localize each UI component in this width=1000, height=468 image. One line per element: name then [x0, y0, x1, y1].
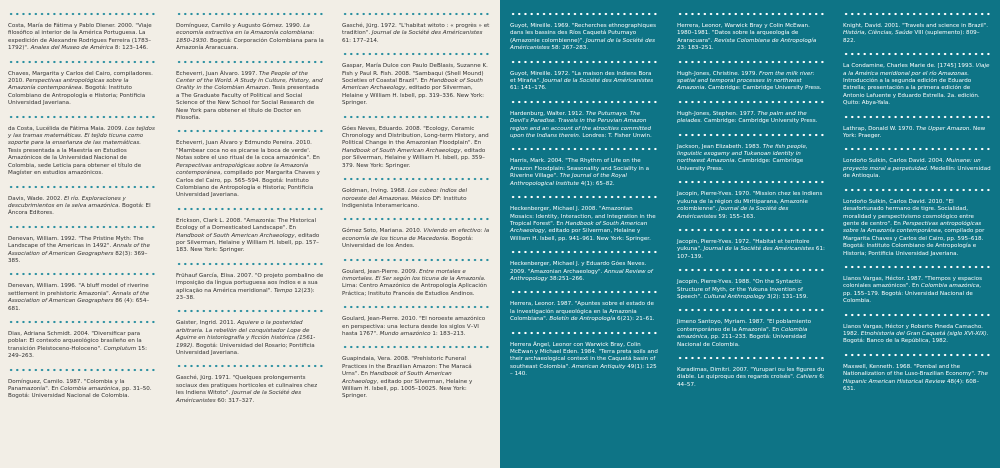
reference-text: [677, 191, 825, 221]
reference-segment: Bogotá: Corporación Colombiana para la Amazonía Araracuara.: [176, 37, 324, 52]
reference-text: [677, 144, 825, 174]
reference-text: [843, 158, 991, 180]
reference-segment: , pp. 155–179. Bogotá: Universidad Nacional de Colombia.: [843, 283, 981, 305]
reference-entry: [843, 113, 991, 141]
reference-title: Handbook of South American Archaeology: [176, 232, 295, 239]
reference-text: [843, 23, 991, 45]
reference-text: [510, 301, 658, 323]
reference-text: [176, 23, 324, 53]
reference-segment: Echeverri, Juan Álvaro. 1997.: [176, 70, 259, 77]
reference-segment: Dias, Adriana Schmidt. 2004. "Diversificar para poblar: El contexto arqueológico brasileño en la transición Pleistoceno-Holoceno".: [8, 330, 142, 352]
reference-entry: [510, 10, 658, 53]
reference-text: [176, 71, 324, 123]
reference-text: [510, 261, 658, 283]
reference-title: Colombia amazónica: [60, 386, 119, 392]
reference-text: [8, 23, 156, 53]
dotted-divider: [176, 362, 324, 370]
reference-title: Journal de la Société des Américanistes: [371, 30, 483, 37]
reference-text: [843, 63, 991, 107]
reference-segment: 49(1): 125 – 140.: [510, 363, 657, 378]
dotted-divider: [510, 288, 658, 296]
reference-segment: 61: 177–214.: [342, 37, 379, 44]
reference-text: [342, 23, 490, 45]
reference-title: Tempo: [273, 287, 293, 294]
reference-entry: [176, 127, 324, 199]
reference-entry: [843, 186, 991, 258]
reference-title: Annual Review of Anthropology: [510, 268, 653, 282]
reference-segment: Gaspar, María Dulce con Paulo DeBlasis, Suzanne K. Fish y Paul R. Fish. 2008. "Sambaqui (Shell Mound) Societies of Coastal Brazil". En: [342, 63, 488, 85]
reference-text: [342, 356, 490, 400]
reference-entry: [176, 362, 324, 405]
reference-text: [342, 269, 490, 299]
reference-segment: Jackson, Jean Elizabeth. 1983.: [677, 143, 763, 150]
reference-entry: [176, 58, 324, 123]
reference-title: Journal de la Société des Américanistes: [542, 78, 654, 85]
dotted-divider: [342, 343, 490, 351]
reference-segment: Introducción a la segunda edición de Eduardo Estrella; presentación a la primera edición de Antonio Lafuente y Eduardo Estrella. 2a. edición. Quito: Abya-Yala.: [843, 78, 980, 107]
reference-segment: Londoño Sulkin, Carlos David. 2004.: [843, 158, 947, 165]
reference-segment: Gaister, Ingrid. 2011.: [176, 320, 238, 327]
reference-segment: Harris, Mark. 2004. "The Rhythm of Life on the Amazon Floodplain: Seasonality and Sociality in a Riverine Village".: [510, 158, 649, 180]
reference-text: [510, 111, 658, 141]
reference-title: The palm and the pleiades.: [677, 110, 807, 125]
reference-segment: 3(2): 131–159.: [765, 293, 809, 300]
reference-text: [843, 364, 991, 394]
reference-title: Annals of the Association of American Geographers: [8, 243, 150, 257]
reference-title: Journal de la Société des Américanistes: [703, 246, 815, 253]
reference-segment: Knight, David. 2001. "Travels and science in Brazil".: [843, 23, 988, 29]
reference-title: Journal de la Société des Américanistes: [510, 37, 656, 52]
dotted-divider: [677, 306, 825, 314]
reference-segment: Jacopin, Pierre-Yves. 1970. "Mission chez les Indiens yukuna de la région du Miritiparana, Amazonie colombienne".: [677, 191, 823, 213]
reference-entry: [677, 306, 825, 349]
reference-segment: 82(3): 369–385.: [8, 250, 148, 264]
reference-entry: [677, 178, 825, 221]
reference-segment: México DF: Instituto Indigenista Interamericano.: [342, 195, 467, 209]
reference-text: [843, 126, 991, 141]
reference-text: [677, 23, 825, 53]
reference-segment: Bogotá: Universidad de los Andes.: [342, 235, 474, 250]
dotted-divider: [176, 58, 324, 66]
reference-entry: [342, 175, 490, 210]
reference-segment: 8: 123–146.: [113, 45, 149, 52]
reference-segment: 15: 249–263.: [8, 345, 147, 360]
reference-segment: Chaves, Margarita y Carlos del Cairo, compiladores. 2010.: [8, 70, 153, 85]
reference-segment: , editado por Silverman, Helaine y William H. Isbell, pp. 359–379. New York: Springer.: [342, 147, 486, 169]
reference-segment: 86 (4): 654–681.: [8, 298, 150, 312]
reference-segment: Lathrap, Donald W. 1970.: [843, 125, 916, 132]
reference-segment: Llanos Vargas, Héctor. 1987. "Tiempos y espacios coloniales amazónicos". En: [843, 275, 983, 290]
dotted-divider: [8, 223, 156, 231]
reference-title: Entre mortales e inmortales. El Ser según los ticuna de la Amazonía.: [342, 268, 486, 282]
reference-segment: Goulard, Jean-Pierre. 2010. "El noroeste amazónico en perspectiva: una lectura desde los siglos V–VI hasta 1767".: [342, 316, 486, 337]
dotted-divider: [342, 10, 490, 18]
reference-text: [342, 188, 490, 210]
reference-title: Los cubeo: Indios del noroeste del Amazonas.: [342, 188, 467, 202]
reference-title: História, Ciências, Saúde: [843, 30, 913, 37]
reference-text: [677, 71, 825, 93]
reference-title: Mundo amazónico: [379, 330, 431, 337]
reference-segment: Jacopin, Pierre-Yves. 1988. "On the Syntactic Structure of Myth, or the Yukuna Invention of Speech".: [677, 279, 803, 300]
dotted-divider: [8, 58, 156, 66]
reference-segment: Llanos Vargas, Héctor y Roberto Pineda Camacho. 1982.: [843, 323, 983, 337]
dotted-divider: [843, 311, 991, 319]
dotted-divider: [510, 248, 658, 256]
reference-segment: Bogotá: El Áncora Editores.: [8, 202, 151, 217]
reference-entry: [342, 303, 490, 338]
reference-segment: 60: 317–327.: [215, 397, 255, 404]
reference-entry: [677, 10, 825, 53]
reference-entry: [510, 98, 658, 141]
reference-segment: Costa, María de Fátima y Pablo Diener. 2000. "Viaje filosófico al interior de la América Portuguesa. La expedición de Alexandre Rodrigues Ferreira (1783–1792)".: [8, 23, 152, 52]
reference-segment: Tesis presentada a la Maestría en Estudios Amazónicos de la Universidad Nacional de Colombia, sede Leticia para obtener el título de Magíster en estudios amazónicos.: [8, 147, 142, 177]
reference-column: [342, 10, 490, 406]
reference-entry: [843, 50, 991, 107]
reference-text: [342, 63, 490, 107]
reference-segment: Bogotá: Instituto Colombiano de Antropología e Historia; Pontificia Universidad Javeriana.: [8, 85, 146, 107]
reference-title: Handbook of South American Archaeology: [510, 220, 648, 235]
reference-segment: Hardenburg, Walter. 1912.: [510, 110, 586, 117]
reference-segment: 61: 141–176.: [510, 85, 547, 92]
reference-text: [677, 319, 825, 349]
reference-column: [176, 10, 324, 410]
reference-segment: Lima: Centro Amazónico de Antropología Aplicación Práctica; Instituto Francés de Estudios Andinos.: [342, 283, 487, 297]
dotted-divider: [342, 215, 490, 223]
dotted-divider: [342, 256, 490, 264]
reference-segment: Gómez Soto, Mariana. 2010.: [342, 228, 424, 235]
reference-entry: [843, 10, 991, 45]
dotted-divider: [342, 50, 490, 58]
reference-segment: Echeverri, Juan Álvaro y Edmundo Pereira. 2010. "Mambear coca no es picarse la boca de verde'. Notas sobre el uso ritual de la coca amazónica". En: [176, 140, 320, 162]
reference-entry: [677, 131, 825, 174]
reference-entry: [843, 311, 991, 346]
reference-text: [176, 320, 324, 357]
reference-entry: [677, 354, 825, 389]
reference-segment: Maxwell, Kenneth. 1968. "Pombal and the Nationalization of the Luso-Brazilian Economy".: [843, 363, 978, 378]
reference-segment: Herrera, Leonor, Warwick Bray y Colin McEwan. 1980–1981. "Datos sobre la arqueología de Araracuara".: [677, 23, 810, 44]
reference-segment: Karadimas, Dimitri. 2007. "Yurupari ou les figures du diable. Le quiproquo des regards croisés".: [677, 366, 825, 381]
dotted-divider: [677, 10, 825, 18]
reference-title: El río. Exploraciones y descubrimientos en la selva amazónica.: [8, 195, 126, 209]
reference-segment: , editado por Silverman, Helaine y William H. Isbell, pp. 157–183. New York: Springer.: [176, 232, 320, 254]
reference-title: Perspectivas antropológicas sobre la Amazonía contemporánea.: [8, 78, 129, 92]
reference-text: [176, 375, 324, 405]
dotted-divider: [176, 205, 324, 213]
reference-entry: [510, 58, 658, 93]
reference-title: Handbook of South American Archaeology: [342, 78, 483, 92]
dotted-divider: [8, 318, 156, 326]
reference-column: [677, 10, 825, 394]
dotted-divider: [8, 113, 156, 121]
reference-title: The Hispanic American Historical Review: [843, 371, 988, 385]
reference-segment: Cambridge: Cambridge University Press.: [702, 118, 818, 125]
reference-text: [8, 283, 156, 313]
dotted-divider: [677, 131, 825, 139]
reference-title: Journal de la Société des Américanistes: [176, 390, 302, 404]
reference-entry: [677, 266, 825, 301]
dotted-divider: [8, 366, 156, 374]
reference-entry: [342, 50, 490, 107]
reference-title: Colombia amazónica: [677, 326, 808, 341]
reference-title: Journal de la Société des Américanistes: [677, 206, 789, 220]
dotted-divider: [843, 263, 991, 271]
reference-segment: Heckenberger, Michael J. y Eduardo Góes Neves. 2009. "Amazonian Archaeology".: [510, 261, 647, 275]
reference-segment: Denevan, William. 1992. "The Pristine Myth: The Landscape of the Americas in 1492".: [8, 235, 144, 250]
reference-title: Aquiere o la posteridad arbitraria. La rebelión del conquistador Lope de Aguirre en historiografía y ficción histórica (1561-1992).: [176, 320, 316, 349]
dotted-divider: [677, 178, 825, 186]
reference-segment: , compilado por Margarita Chaves y Carlos del Cairo, pp. 565–594. Bogotá: Instituto Colombiano de Antropología e Historia; Pontificia Universidad Javeriana.: [176, 170, 320, 199]
reference-title: Perspectivas antropológicas sobre la Amazonía contemporánea: [176, 162, 309, 177]
reference-text: [176, 273, 324, 303]
reference-segment: Denevan, William. 1996. "A bluff model of riverine settlement in prehistoric Amazonia".: [8, 283, 149, 297]
dotted-divider: [510, 98, 658, 106]
reference-entry: [8, 270, 156, 313]
dotted-divider: [843, 113, 991, 121]
reference-entry: [8, 223, 156, 266]
reference-segment: 38:251–266.: [547, 275, 585, 282]
reference-segment: Herrera Ángel, Leonor con Warwick Bray, Colin McEwan y Michael Eden. 1984. "Terra preta soils and their archaeological context in the Caquetá basin of southeast Colombia".: [510, 341, 658, 370]
reference-segment: 12(23): 23–38.: [176, 287, 315, 301]
reference-title: Complutum: [103, 345, 137, 352]
reference-segment: 59: 155–163.: [716, 213, 756, 220]
reference-segment: Gasché, Jürg. 1971. "Quelques prolongements sociaux des pratiques horticoles et culinaires chez les Indiens Witoto".: [176, 375, 318, 397]
reference-entry: [677, 58, 825, 93]
reference-title: Boletín de Antropología: [549, 316, 616, 323]
reference-segment: Londoño Sulkin, Carlos David. 2010. "El desafortunado hermano de tigre. Socialidad, moralidad y perspectivismo cosmológico entre gente de centro". En: [843, 198, 974, 227]
reference-segment: Guapindaia, Vera. 2008. "Prehistoric Funeral Practices in the Brazilian Amazon: The Maracá Urns". En: [342, 356, 472, 378]
reference-entry: [510, 193, 658, 243]
reference-text: [843, 199, 991, 258]
reference-entry: [8, 183, 156, 218]
reference-entry: [510, 145, 658, 188]
reference-segment: 6: 44–57.: [677, 374, 825, 388]
reference-text: [8, 331, 156, 361]
reference-segment: Góes Neves, Eduardo. 2008. "Ecology, Ceramic Chronology and Distribution, Long-term History, and Political Change in the Amazonian Floodplain". En: [342, 125, 489, 147]
reference-segment: , editado por Silverman, Helaine y William H. Isbell, pp. 319–336. New York: Springer.: [342, 85, 485, 107]
reference-entry: [342, 256, 490, 299]
reference-segment: Erickson, Clark L. 2008. "Amazonia: The Historical Ecology of a Domesticated Landscape". En: [176, 217, 317, 232]
reference-entry: [176, 10, 324, 53]
reference-segment: Jacopin, Pierre-Yves. 1972. "Habitat et territoire yukuna".: [677, 238, 810, 253]
reference-text: [342, 316, 490, 338]
reference-text: [176, 218, 324, 255]
reference-entry: [176, 205, 324, 255]
reference-segment: Domínguez, Camilo. 1987. "Colombia y la Panamazonía". En: [8, 378, 125, 392]
reference-segment: Bogotá: Universidad del Rosario; Pontificia Universidad Javeriana.: [176, 342, 315, 356]
reference-text: [677, 279, 825, 301]
reference-segment: Gasché, Jürg. 1972. "L'habitat witoto : « progrès » et tradition".: [342, 23, 490, 37]
reference-entry: [176, 307, 324, 357]
reference-entry: [843, 263, 991, 306]
dotted-divider: [510, 193, 658, 201]
reference-entry: [843, 145, 991, 180]
reference-segment: 6(21): 21–61.: [615, 316, 655, 323]
reference-entry: [8, 113, 156, 178]
reference-segment: Guyot, Mireille. 1969. "Recherches ethnographiques dans les bassins des Ríos Caquetá Putumayo (Amazonie colombienne)".: [510, 23, 656, 44]
reference-entry: [677, 226, 825, 261]
reference-segment: Guyot, Mireille. 1972. "La maison des Indiens Bora et Miraña".: [510, 70, 652, 85]
reference-segment: Hugh-Jones, Christine. 1979.: [677, 70, 760, 77]
reference-text: [677, 367, 825, 389]
reference-text: [8, 196, 156, 218]
dotted-divider: [843, 50, 991, 58]
reference-entry: [677, 98, 825, 126]
reference-title: Handbook of South American Archaeology: [342, 371, 452, 385]
reference-segment: 48(4): 608–631.: [843, 378, 980, 392]
reference-segment: Tesis presentada a The Graduate Faculty of Political and Social Science of the New School for Social Research de New York para obtener el título de Doctor en Filosofía.: [176, 85, 319, 122]
reference-entry: [510, 329, 658, 379]
reference-title: Colombia amazónica: [920, 283, 980, 290]
reference-title: Cahiers: [796, 374, 818, 381]
reference-text: [510, 71, 658, 93]
reference-title: Perspectivas antropológicas sobre la Amazonía contemporánea: [843, 220, 982, 235]
reference-segment: Jimeno Santoyo, Myriam. 1987. "El poblamiento contemporáneo de la Amazonia". En: [677, 319, 812, 333]
reference-segment: 1: 183–213.: [430, 330, 466, 337]
reference-text: [510, 342, 658, 379]
reference-segment: 4(1): 65–82.: [578, 180, 615, 187]
reference-title: Los tejidos y las tramas matemáticas. El tejido ticuna como soporte para la enseñanza de las matemáticas.: [8, 125, 155, 147]
reference-segment: Cambridge: Cambridge University Press.: [706, 85, 822, 92]
reference-title: The People of the Center of the World. A Study in Culture, History, and Orality in the Colombian Amazon.: [176, 70, 323, 92]
reference-text: [510, 158, 658, 188]
reference-segment: Herrera, Leonor. 1987. "Apuntes sobre el estado de la investigación arqueológica en la Amazonia Colombiana".: [510, 301, 654, 323]
reference-segment: da Costa, Lucélida de Fátima Maia. 2009.: [8, 125, 126, 132]
reference-title: Viaje a la América meridional por el río Amazonas.: [843, 63, 990, 77]
reference-segment: 58: 267–283.: [549, 45, 589, 52]
dotted-divider: [510, 10, 658, 18]
reference-segment: Frühauf García, Elisa. 2007. "O projeto pombalino de imposição da língua portuguesa aos índios e a sua aplicação na América meridional".: [176, 272, 324, 294]
reference-entry: [8, 318, 156, 361]
dotted-divider: [843, 186, 991, 194]
reference-text: [510, 206, 658, 243]
reference-entry: [342, 215, 490, 250]
right-page: [500, 0, 1000, 468]
reference-segment: , pp. 31–50. Bogotá: Universidad Nacional de Colombia.: [8, 386, 152, 400]
reference-segment: La Condamine, Charles Marie de. [1745] 1993.: [843, 63, 976, 70]
reference-segment: , compilado por Margarita Chaves y Carlos del Cairo, pp. 595–618. Bogotá: Instituto Colombiano de Antropología e Historia; Pontificia Universidad Javeriana.: [843, 228, 985, 257]
dotted-divider: [8, 183, 156, 191]
reference-segment: 23: 183–251.: [677, 45, 714, 52]
dotted-divider: [176, 127, 324, 135]
dotted-divider: [342, 303, 490, 311]
reference-entry: [8, 366, 156, 401]
dotted-divider: [677, 226, 825, 234]
dotted-divider: [510, 145, 658, 153]
reference-text: [176, 140, 324, 199]
dotted-divider: [843, 145, 991, 153]
reference-entry: [8, 10, 156, 53]
reference-segment: 61: 107–139.: [677, 246, 825, 260]
reference-segment: Davis, Wade. 2002.: [8, 195, 65, 202]
dotted-divider: [843, 351, 991, 359]
reference-title: From the milk river: spatial and temporal processes in northwest Amazonia.: [677, 70, 815, 92]
reference-text: [677, 239, 825, 261]
dotted-divider: [843, 10, 991, 18]
reference-segment: Goldman, Irving. 1968.: [342, 188, 409, 195]
reference-segment: New York: Praeger.: [843, 125, 986, 140]
reference-title: La economía extractiva en la Amazonía colombiana: 1850-1930.: [176, 23, 315, 44]
reference-title: American Antiquity: [571, 363, 626, 370]
reference-entry: [510, 288, 658, 323]
reference-segment: Domínguez, Camilo y Augusto Gómez. 1990.: [176, 23, 304, 29]
reference-segment: Hugh-Jones, Stephen. 1977.: [677, 110, 758, 117]
reference-title: The Upper Amazon.: [915, 125, 972, 132]
reference-title: Handbook of South American Archaeology: [342, 147, 461, 154]
reference-entry: [176, 260, 324, 303]
reference-text: [843, 276, 991, 306]
dotted-divider: [677, 354, 825, 362]
reference-title: The fish people, linguistic exogamy and Tukanoan identity in northwest Amazonia.: [677, 143, 808, 165]
reference-segment: Cambridge: Cambridge University Press.: [677, 158, 804, 172]
reference-title: Cultural Anthropology: [703, 293, 766, 300]
reference-text: [510, 23, 658, 53]
dotted-divider: [677, 98, 825, 106]
reference-text: [342, 228, 490, 250]
reference-text: [8, 379, 156, 401]
dotted-divider: [677, 58, 825, 66]
reference-text: [8, 236, 156, 266]
reference-segment: Heckenberger, Michael J. 2008. "Amazonian Mosaics: Identity, Interaction, and Integration in the Tropical Forest". En: [510, 206, 656, 227]
reference-entry: [510, 248, 658, 283]
reference-segment: Bogotá: Banco de la República, 1982.: [843, 338, 949, 345]
reference-segment: Goulard, Jean-Pierre. 2009.: [342, 268, 420, 275]
dotted-divider: [176, 260, 324, 268]
dotted-divider: [342, 175, 490, 183]
reference-text: [843, 324, 991, 346]
reference-title: Muinane: un proyecto moral a perpetuidad.: [843, 158, 981, 172]
dotted-divider: [176, 307, 324, 315]
reference-title: Viviendo en efectivo: la economía de los ticuna de Macedonia.: [342, 228, 490, 242]
reference-text: [342, 126, 490, 170]
reference-text: [8, 71, 156, 108]
dotted-divider: [342, 113, 490, 121]
reference-segment: , editado por Silverman, Helaine y William H. Isbell, pp. 941–961. New York: Springer.: [510, 228, 651, 242]
dotted-divider: [176, 10, 324, 18]
reference-column: [843, 10, 991, 398]
reference-entry: [843, 351, 991, 394]
dotted-divider: [510, 329, 658, 337]
reference-entry: [8, 58, 156, 108]
reference-title: Etnohistoria del Gran Caquetá (siglo XVI-XIX).: [860, 330, 989, 337]
dotted-divider: [510, 58, 658, 66]
reference-title: Anales del Museo de América: [30, 45, 114, 52]
dotted-divider: [8, 10, 156, 18]
reference-entry: [342, 343, 490, 400]
reference-segment: Londres: T. Fisher Unwin.: [580, 133, 652, 140]
reference-column: [8, 10, 156, 406]
reference-segment: , pp. 211–233. Bogotá: Universidad Nacional de Colombia.: [677, 334, 806, 348]
reference-column: [510, 10, 658, 384]
dotted-divider: [8, 270, 156, 278]
reference-segment: Medellín: Universidad de Antioquia.: [843, 165, 991, 180]
reference-entry: [342, 10, 490, 45]
reference-title: The Putumayo. The Devil's Paradise. Travels in the Peruvian Amazon region and an account of the atrocities committed upon the Indians therein.: [510, 110, 652, 140]
reference-segment: , editado por Silverman, Helaine y William H. Isbell, pp. 1005–10025. New York: Springer.: [342, 378, 473, 400]
reference-title: Annals of the Association of American Geographers: [8, 290, 150, 305]
reference-text: [677, 111, 825, 126]
reference-title: The Journal of the Royal Anthropological Institute: [510, 173, 627, 187]
reference-segment: VIII (suplemento): 809–822.: [843, 30, 980, 44]
reference-title: Revista Colombiana de Antropología: [714, 37, 817, 44]
dotted-divider: [677, 266, 825, 274]
reference-text: [8, 126, 156, 178]
reference-entry: [342, 113, 490, 170]
